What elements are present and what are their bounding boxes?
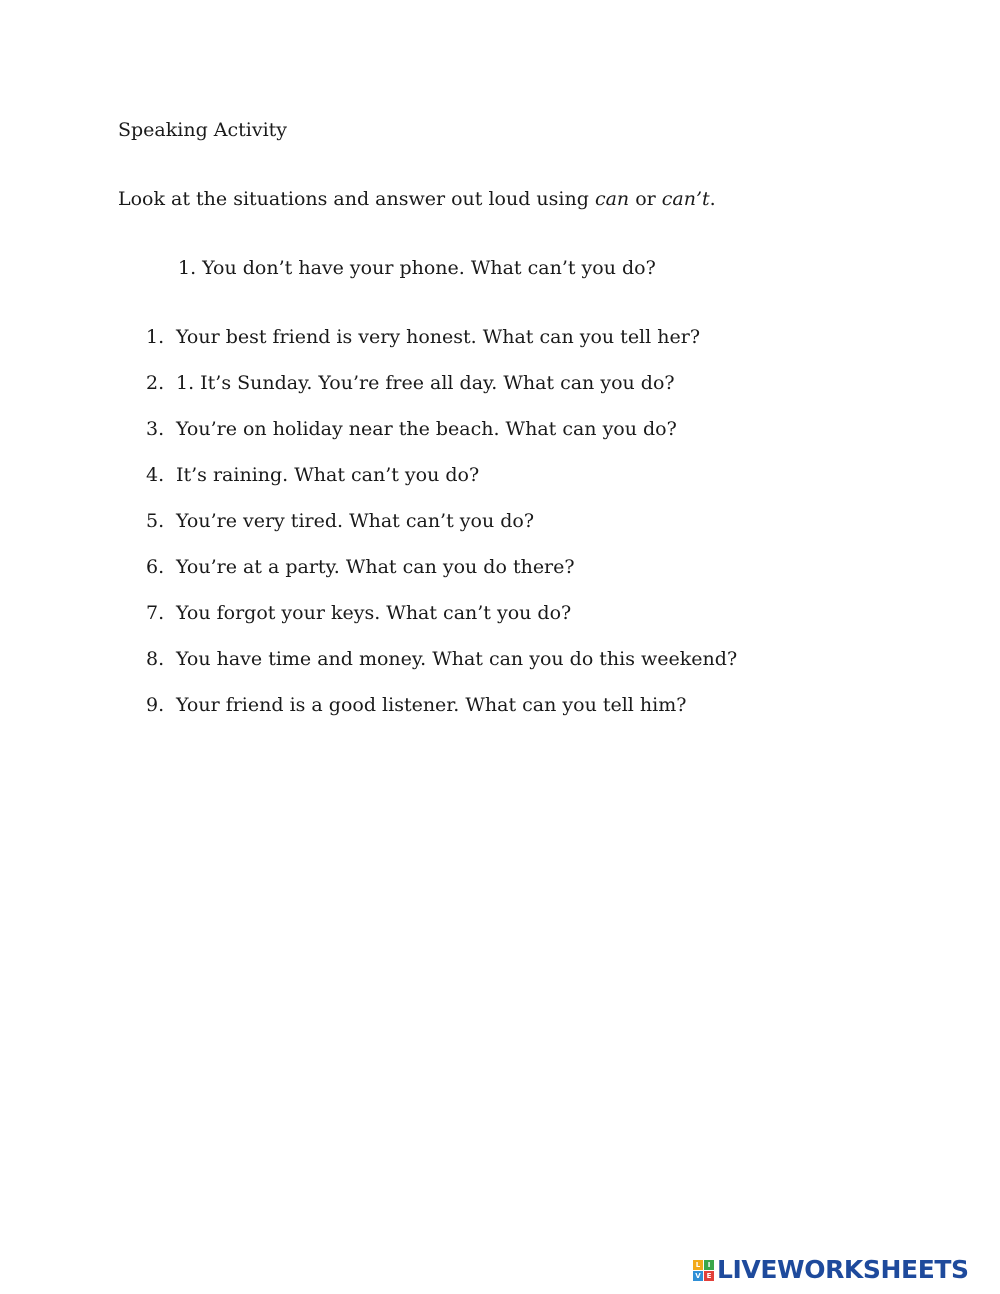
logo-block-i: I	[704, 1260, 714, 1270]
instruction-word-cant: can’t	[661, 188, 710, 210]
question-number: 9.	[146, 694, 165, 716]
instruction-middle: or	[629, 188, 662, 210]
question-item-3	[146, 417, 737, 463]
question-number: 6.	[146, 556, 165, 578]
question-text: You forgot your keys. What can’t you do?	[176, 602, 572, 624]
logo-blocks-icon	[693, 1260, 714, 1281]
question-item-4	[146, 463, 737, 509]
question-text: Your best friend is very honest. What can you tell her?	[176, 326, 701, 348]
instruction-after: .	[709, 188, 716, 210]
question-number: 4.	[146, 464, 165, 486]
question-item-6	[146, 555, 737, 601]
liveworksheets-logo	[693, 1256, 969, 1284]
question-number: 8.	[146, 648, 165, 670]
question-item-1	[146, 325, 737, 371]
question-list	[146, 325, 737, 739]
logo-block-e: E	[704, 1271, 714, 1281]
question-number: 2.	[146, 372, 165, 394]
question-text: You’re on holiday near the beach. What can you do?	[176, 418, 677, 440]
question-item-9	[146, 693, 737, 739]
question-number: 1.	[146, 326, 165, 348]
instruction-word-can: can	[594, 188, 630, 210]
question-text: Your friend is a good listener. What can you tell him?	[176, 694, 687, 716]
question-number: 5.	[146, 510, 165, 532]
question-item-7	[146, 601, 737, 647]
example-question: 1. You don’t have your phone. What can’t you do?	[178, 257, 656, 279]
question-text: You’re at a party. What can you do there?	[176, 556, 575, 578]
question-item-8	[146, 647, 737, 693]
instruction-text	[118, 187, 716, 211]
question-text: 1. It’s Sunday. You’re free all day. What can you do?	[176, 372, 675, 394]
logo-block-v: V	[693, 1271, 703, 1281]
question-text: You have time and money. What can you do this weekend?	[176, 648, 738, 670]
page-title: Speaking Activity	[118, 119, 288, 141]
question-item-2	[146, 371, 737, 417]
question-text: It’s raining. What can’t you do?	[176, 464, 480, 486]
logo-block-l: L	[693, 1260, 703, 1270]
question-text: You’re very tired. What can’t you do?	[176, 510, 535, 532]
instruction-before: Look at the situations and answer out loud using	[118, 188, 595, 210]
question-item-5	[146, 509, 737, 555]
logo-text: LIVEWORKSHEETS	[717, 1255, 969, 1284]
question-number: 7.	[146, 602, 165, 624]
question-number: 3.	[146, 418, 165, 440]
